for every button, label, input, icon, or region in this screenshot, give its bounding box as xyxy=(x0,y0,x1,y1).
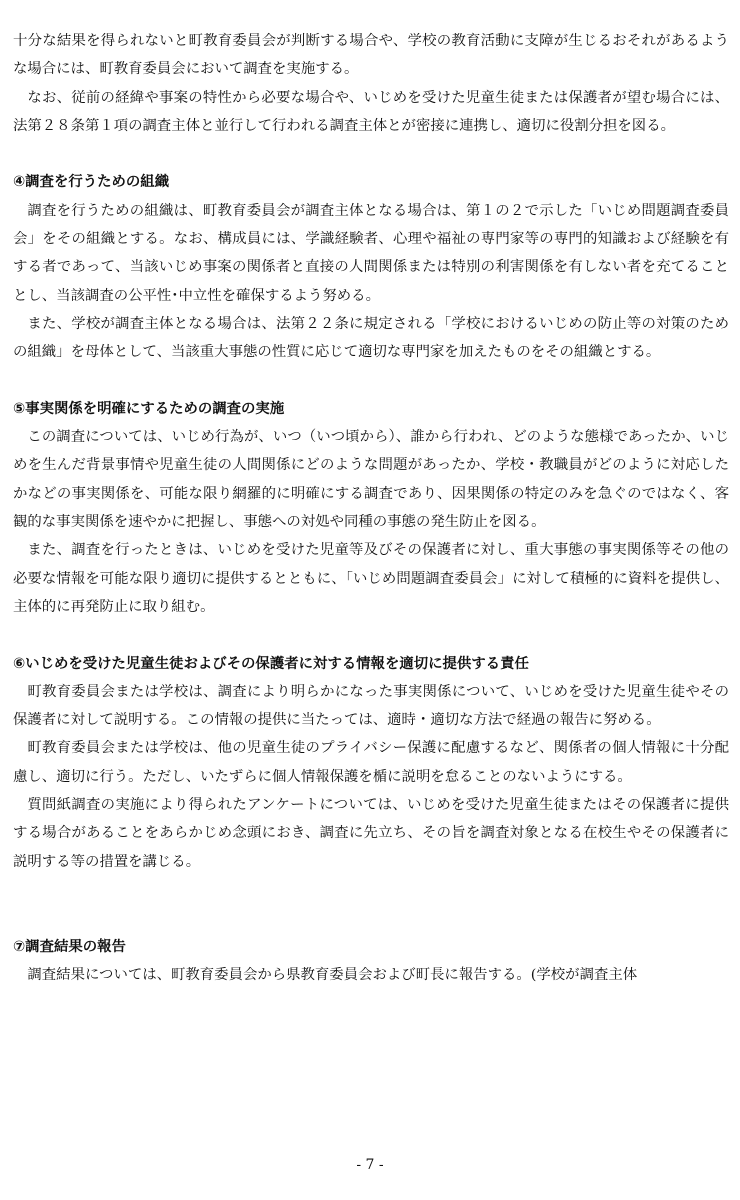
intro-paragraph-2: なお、従前の経緯や事案の特性から必要な場合や、いじめを受けた児童生徒または保護者が望む場合には、法第２８条第１項の調査主体と並行して行われる調査主体とが密接に連携し、適切に役割分担を図る。 xyxy=(13,89,729,134)
section-6-paragraph-1: 町教育委員会または学校は、調査により明らかになった事実関係について、いじめを受けた児童生徒やその保護者に対して説明する。この情報の提供に当たっては、適時・適切な方法で経過の報告に努める。 xyxy=(13,683,729,729)
section-5-paragraph-2: また、調査を行ったときは、いじめを受けた児童等及びその保護者に対し、重大事態の事実関係等その他の必要な情報を可能な限り適切に提供するとともに、「いじめ問題調査委員会」に対して積極的に資料を提供し、主体的に再発防止に取り組む。 xyxy=(13,542,729,615)
section-5-paragraph-1: この調査については、いじめ行為が、いつ（いつ頃から）、誰から行われ、どのような態様であったか、いじめを生んだ背景事情や児童生徒の人間関係にどのような問題があったか、学校・教職員がどのように対応したかなどの事実関係を、可能な限り網羅的に明確にする調査であり、因果関係の特定のみを急ぐのではなく、客観的な事実関係を速やかに把握し、事態への対処や同種の事態の発生防止を図る。 xyxy=(13,429,729,531)
document-body xyxy=(13,27,729,989)
spacer xyxy=(13,367,729,395)
section-6-paragraph-3: 質問紙調査の実施により得られたアンケートについては、いじめを受けた児童生徒またはその保護者に提供する場合があることをあらかじめ念頭におき、調査に先立ち、その旨を調査対象となる在校生やその保護者に説明する等の措置を講じる。 xyxy=(13,797,729,870)
spacer xyxy=(13,621,729,649)
section-4-paragraph-2: また、学校が調査主体となる場合は、法第２２条に規定される「学校におけるいじめの防止等の対策のための組織」を母体として、当該重大事態の性質に応じて適切な専門家を加えたものをその組織とする。 xyxy=(13,315,729,361)
intro-paragraph-1: 十分な結果を得られないと町教育委員会が判断する場合や、学校の教育活動に支障が生じるおそれがあるような場合には、町教育委員会において調査を実施する。 xyxy=(13,33,729,78)
spacer xyxy=(13,140,729,168)
section-6-heading: ⑥いじめを受けた児童生徒およびその保護者に対する情報を適切に提供する責任 xyxy=(13,655,529,672)
section-4-paragraph-1: 調査を行うための組織は、町教育委員会が調査主体となる場合は、第１の２で示した「いじめ問題調査委員会」をその組織とする。なお、構成員には、学識経験者、心理や福祉の専門家等の専門的知識および経験を有する者であって、当該いじめ事案の関係者と直接の人間関係または特別の利害関係を有しない者を充てることとし、当該調査の公平性･中立性を確保するよう努める。 xyxy=(13,202,729,304)
section-5-heading: ⑤事実関係を明確にするための調査の実施 xyxy=(13,400,285,417)
section-7-paragraph-1: 調査結果については、町教育委員会から県教育委員会および町長に報告する。(学校が調査主体 xyxy=(27,966,638,983)
page-number: - 7 - xyxy=(356,1157,384,1173)
spacer xyxy=(13,876,729,933)
section-4-heading: ④調査を行うための組織 xyxy=(13,174,170,191)
section-7-heading: ⑦調査結果の報告 xyxy=(13,938,126,955)
section-6-paragraph-2: 町教育委員会または学校は、他の児童生徒のプライバシー保護に配慮するなど、関係者の個人情報に十分配慮し、適切に行う。ただし、いたずらに個人情報保護を楯に説明を怠ることのないようにする。 xyxy=(13,740,729,785)
